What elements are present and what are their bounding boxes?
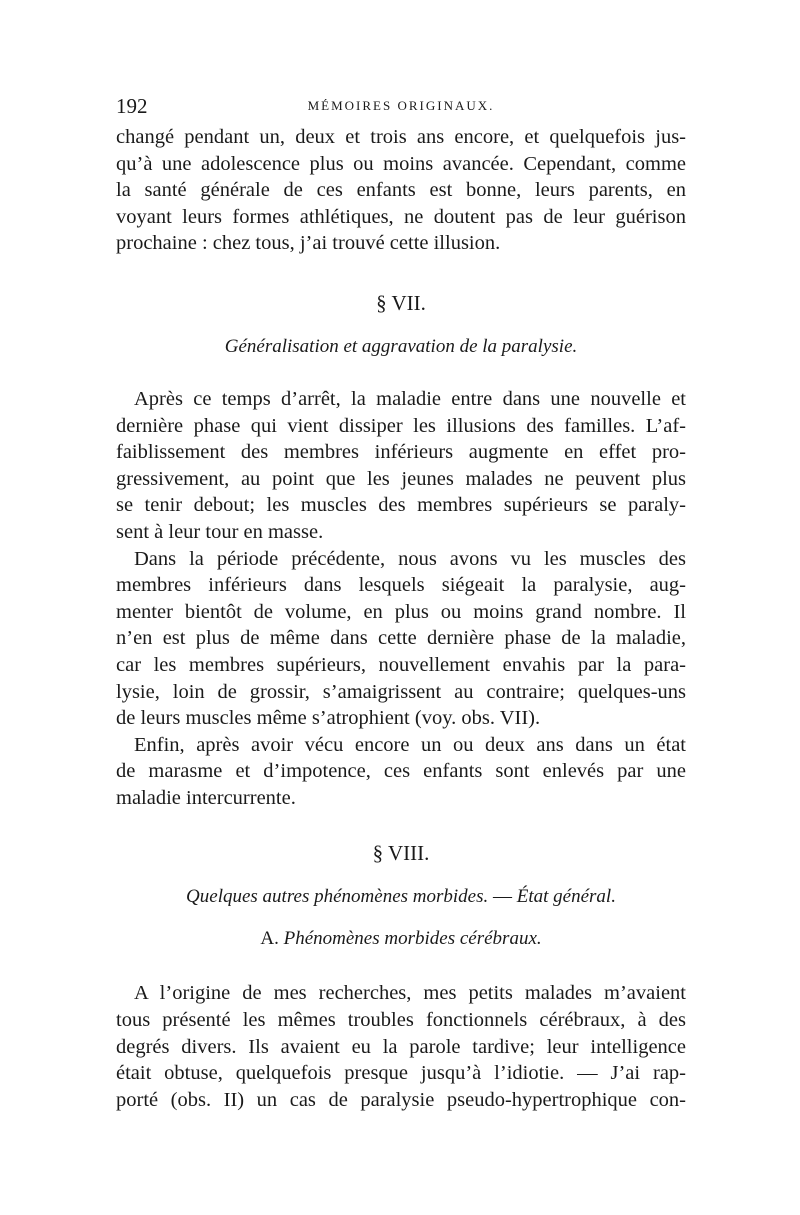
text-line: membres inférieurs dans lesquels siégeait la paralysie, aug- [116,574,686,597]
text-line: se tenir debout; les muscles des membres supérieurs se paraly- [116,494,686,517]
text-line: prochaine : chez tous, j’ai trouvé cette illusion. [116,232,501,255]
running-head: MÉMOIRES ORIGINAUX. [307,98,495,113]
text-line: Dans la période précédente, nous avons vu les muscles des [134,547,686,570]
text-line: changé pendant un, deux et trois ans encore, et quelquefois jus- [116,126,686,148]
text-line: maladie intercurrente. [116,786,296,809]
section-viii-title: § VIII. [372,841,430,866]
text-line: faiblissement des membres inférieurs augmente en effet pro- [116,441,686,464]
text-line: lysie, loin de grossir, s’amaigrissent au contraire; quelques-uns [116,680,686,703]
text-line: sent à leur tour en masse. [116,520,324,543]
text-line: tous présenté les mêmes troubles fonctionnels cérébraux, à des [116,1009,686,1032]
text-line: Enfin, après avoir vécu encore un ou deux ans dans un état [134,733,686,756]
text-line: dernière phase qui vient dissiper les illusions des familles. L’af- [116,414,686,437]
section-vii-subtitle: Généralisation et aggravation de la paralysie. [224,335,578,357]
section-viii-subtitle [116,886,686,908]
section-viii-subtitle-part2: État général. [516,886,616,908]
section-viii-paragraph [116,980,686,1113]
section-vii-paragraph-3 [116,732,686,812]
text-line: de marasme et d’impotence, ces enfants sont enlevés par une [116,760,686,783]
page-header [116,94,686,124]
text-line: menter bientôt de volume, en plus ou moins grand nombre. Il [116,600,686,623]
text-line: degrés divers. Ils avaient eu la parole tardive; leur intelligence [116,1035,686,1058]
section-viii-subtitle-part1: Quelques autres phénomènes morbides. [186,886,489,908]
text-line: était obtuse, quelquefois presque jusqu’à l’idiotie. — J’ai rap- [116,1062,686,1085]
text-line: car les membres supérieurs, nouvellement envahis par la para- [116,653,686,676]
text-line: A l’origine de mes recherches, mes petits malades m’avaient [134,982,686,1005]
text-line: qu’à une adolescence plus ou moins avancée. Cependant, comme [116,152,686,175]
text-line: gressivement, au point que les jeunes malades ne peuvent plus [116,467,686,490]
subheading-text: Phénomènes morbides cérébraux. [283,928,542,950]
text-line: la santé générale de ces enfants est bonne, leurs parents, en [116,179,686,202]
section-vii-paragraph-1 [116,386,686,546]
text-line: Après ce temps d’arrêt, la maladie entre dans une nouvelle et [134,387,686,410]
text-line: voyant leurs formes athlétiques, ne doutent pas de leur guérison [116,205,686,228]
section-vii-title: § VII. [376,290,426,315]
intro-paragraph [116,124,686,257]
page-number: 192 [116,94,148,118]
text-line: n’en est plus de même dans cette dernière phase de la maladie, [116,627,686,650]
text-line: porté (obs. II) un cas de paralysie pseudo-hypertrophique con- [116,1088,686,1111]
section-viii-subtitle-dash: — [488,886,517,908]
document-page [116,94,686,1113]
text-line: de leurs muscles même s’atrophient (voy. obs. VII). [116,707,541,730]
section-vii-paragraph-2 [116,546,686,732]
subheading-letter: A. [260,928,279,950]
subheading-a [116,928,686,950]
